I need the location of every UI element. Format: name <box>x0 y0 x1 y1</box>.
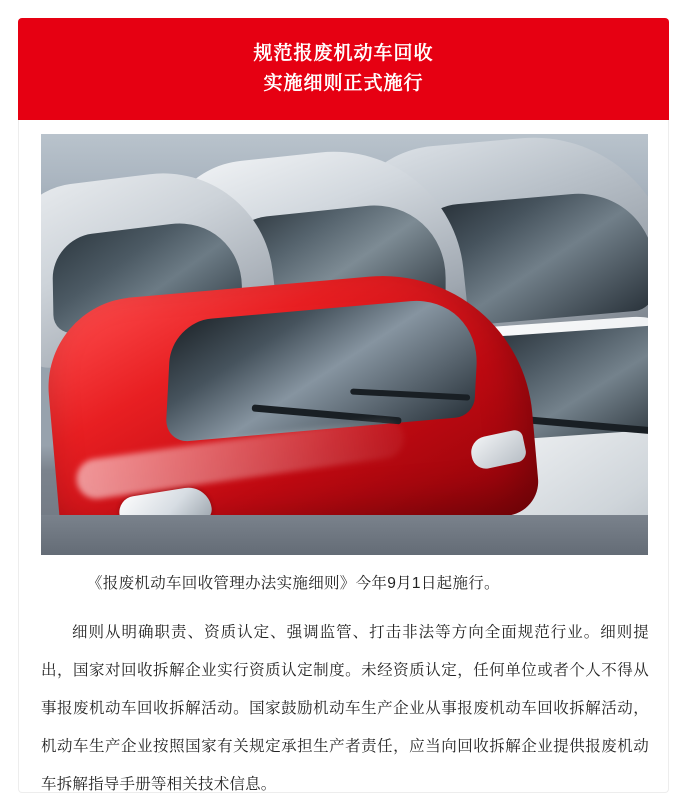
photo-background <box>41 134 648 555</box>
article-caption: 《报废机动车回收管理办法实施细则》今年9月1日起施行。 <box>87 575 500 592</box>
banner-title-line-2: 实施细则正式施行 <box>263 73 424 94</box>
car-red-foreground <box>41 264 541 555</box>
article-body: 细则从明确职责、资质认定、强调监管、打击非法等方向全面规范行业。细则提出，国家对回收拆解企业实行资质认定制度。未经资质认定，任何单位或者个人不得从事报废机动车回收拆解活动。国家鼓励机动车生产企业从事报废机动车回收拆解活动，机动车生产企业按照国家有关规定承担生产者责任，应当向回收拆解企业提供报废机动车拆解指导手册等相关技术信息。 <box>41 624 649 793</box>
windshield <box>165 295 480 443</box>
scrapped-vehicles-photo <box>41 134 648 555</box>
ground <box>41 515 648 555</box>
car-row <box>41 134 648 555</box>
banner-title-line-1: 规范报废机动车回收 <box>253 43 434 64</box>
article-banner <box>18 18 669 120</box>
article-card <box>18 120 669 793</box>
